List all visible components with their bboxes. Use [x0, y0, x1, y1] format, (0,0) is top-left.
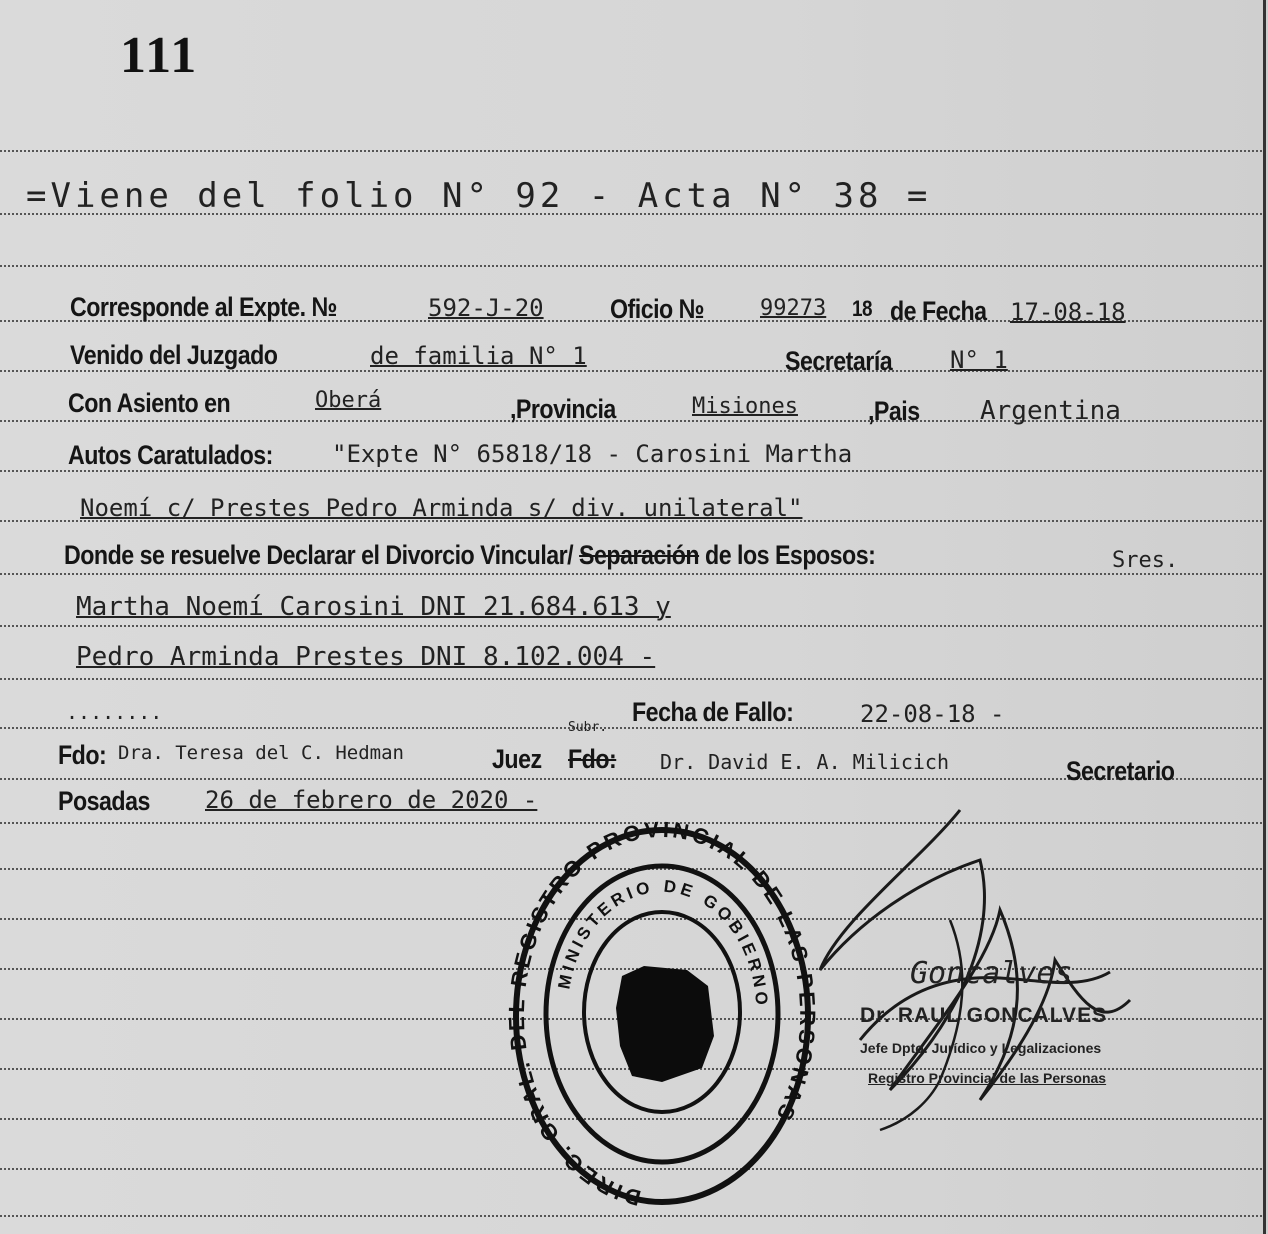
dots-filler: ........	[66, 700, 163, 724]
value-esposo-2: Pedro Arminda Prestes DNI 8.102.004 -	[76, 642, 656, 672]
value-secretario-nombre: Dr. David E. A. Milicich	[660, 750, 949, 774]
official-seal	[503, 816, 821, 1211]
label-secretaria: Secretaría	[785, 346, 893, 376]
value-posadas-fecha: 26 de febrero de 2020 -	[205, 786, 538, 814]
seal-outer-text: DIREC. GRAL. DEL REGISTRO PROVINCIAL DE LAS PERSONAS	[503, 816, 821, 1211]
value-esposos-prefix: Sres.	[1112, 548, 1179, 573]
label-autos: Autos Caratulados:	[68, 440, 273, 470]
label-resuelve-c: de los Esposos:	[705, 540, 876, 570]
label-resuelve-separacion: Separación	[579, 540, 700, 570]
value-pais: Argentina	[980, 396, 1121, 426]
value-juzgado: de familia N° 1	[370, 342, 587, 370]
seal-emblem	[616, 966, 714, 1082]
stamp-name: Dr. RAUL GONCALVES	[860, 1004, 1108, 1027]
ruled-line	[0, 727, 1262, 729]
value-oficio-num: 99273	[760, 296, 827, 321]
value-oficio-year: 18	[852, 296, 873, 321]
label-asiento: Con Asiento en	[68, 388, 231, 418]
value-provincia: Misiones	[692, 394, 798, 419]
ruled-line	[0, 678, 1262, 680]
signature-text: Goncalves	[910, 956, 1073, 991]
label-fecha-fallo: Fecha de Fallo:	[632, 697, 794, 727]
ruled-line	[0, 625, 1262, 627]
ruled-line	[0, 265, 1262, 267]
ruled-line	[0, 573, 1262, 575]
label-fecha: de Fecha	[890, 296, 987, 326]
value-asiento: Oberá	[315, 388, 382, 413]
label-subr: Subr.	[568, 720, 608, 735]
stamp-title-1: Jefe Dpto. Jurídico y Legalizaciones	[860, 1040, 1102, 1056]
seal-inner-text: MINISTERIO DE GOBIERNO	[554, 876, 772, 1010]
stamp-title-2: Registro Provincial de las Personas	[868, 1070, 1107, 1086]
value-esposo-1: Martha Noemí Carosini DNI 21.684.613 y	[76, 592, 671, 622]
value-fecha-fallo: 22-08-18 -	[860, 700, 1005, 728]
value-juez-nombre: Dra. Teresa del C. Hedman	[118, 742, 404, 764]
label-posadas: Posadas	[58, 786, 150, 816]
header-note: =Viene del folio N° 92 - Acta N° 38 =	[26, 176, 932, 216]
value-autos-line1: "Expte N° 65818/18 - Carosini Martha	[332, 440, 853, 468]
value-secretaria: N° 1	[950, 346, 1008, 374]
folio-number: 111	[120, 27, 199, 84]
label-resuelve	[64, 540, 875, 571]
label-juez: Juez	[492, 744, 542, 774]
ruled-line	[0, 150, 1262, 152]
label-oficio: Oficio №	[610, 294, 705, 324]
label-fdo: Fdo:	[58, 740, 107, 770]
ruled-line	[0, 1215, 1262, 1217]
label-secretario: Secretario	[1066, 756, 1175, 786]
value-fecha: 17-08-18	[1010, 298, 1126, 326]
label-resuelve-a: Donde se resuelve Declarar el Divorcio Vincular/	[64, 540, 574, 570]
page-edge	[1263, 0, 1266, 1234]
value-expte-num: 592-J-20	[428, 294, 544, 322]
label-fdo-2: Fdo:	[568, 744, 617, 774]
label-provincia: ,Provincia	[510, 394, 616, 424]
label-expte: Corresponde al Expte. №	[70, 292, 337, 322]
label-pais: ,Pais	[868, 396, 920, 426]
value-autos-line2: Noemí c/ Prestes Pedro Arminda s/ div. unilateral"	[80, 494, 803, 522]
label-venido: Venido del Juzgado	[70, 340, 278, 370]
